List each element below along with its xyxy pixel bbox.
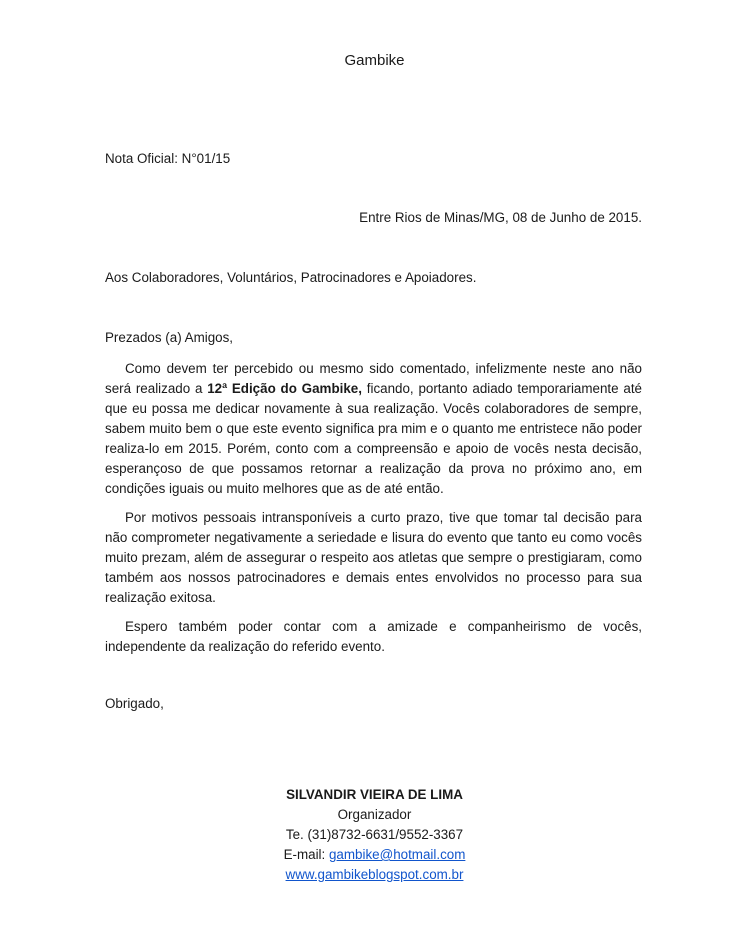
body-paragraph-2: Por motivos pessoais intransponíveis a curto prazo, tive que tomar tal decisão para não comprometer negativamente a seriedade e lisura do evento que tanto eu como vocês muito prezam, além de assegurar o respeito aos atletas que sempre o prestigiaram, como também aos nossos patrocinadores e demais entes envolvidos no processo para sua realização exitosa. — [105, 510, 642, 605]
body-paragraph-1 — [105, 359, 642, 499]
email-link[interactable]: gambike@hotmail.com — [328, 847, 466, 862]
email-label: E-mail: — [283, 847, 329, 862]
body-paragraph-3: Espero também poder contar com a amizade e companheirismo de vocês, independente da realização do referido evento. — [105, 619, 642, 654]
signer-email-line — [0, 845, 749, 865]
signer-role: Organizador — [337, 807, 412, 822]
place-date: Entre Rios de Minas/MG, 08 de Junho de 2015. — [359, 210, 642, 225]
recipients-line: Aos Colaboradores, Voluntários, Patrocinadores e Apoiadores. — [105, 270, 477, 285]
edition-name: 12ª Edição do Gambike, — [207, 381, 362, 396]
salutation: Prezados (a) Amigos, — [105, 330, 234, 345]
note-number: Nota Oficial: N°01/15 — [105, 151, 231, 166]
website-link[interactable]: www.gambikeblogspot.com.br — [285, 867, 464, 882]
paragraph-1-intro: Como devem ter percebido ou mesmo sido comentado, infelizmente neste ano não será realizado a — [105, 361, 642, 396]
signer-phone: Te. (31)8732-6631/9552-3367 — [285, 827, 464, 842]
paragraph-1-rest: ficando, portanto adiado temporariamente até que eu possa me dedicar novamente à sua realização. Vocês colaboradores de sempre, sabem muito bem o que este evento significa pra mim e o quanto me entristece não poder realiza-lo em 2015. Porém, conto com a compreensão e apoio de vocês nesta decisão, esperançoso de que possamos retornar a realização da prova no próximo ano, em condições iguais ou muito melhores que as de até então. — [105, 381, 642, 496]
closing: Obrigado, — [105, 696, 164, 711]
signer-name: SILVANDIR VIEIRA DE LIMA — [286, 787, 463, 802]
document-title: Gambike — [344, 52, 405, 69]
signature-block — [0, 785, 749, 885]
